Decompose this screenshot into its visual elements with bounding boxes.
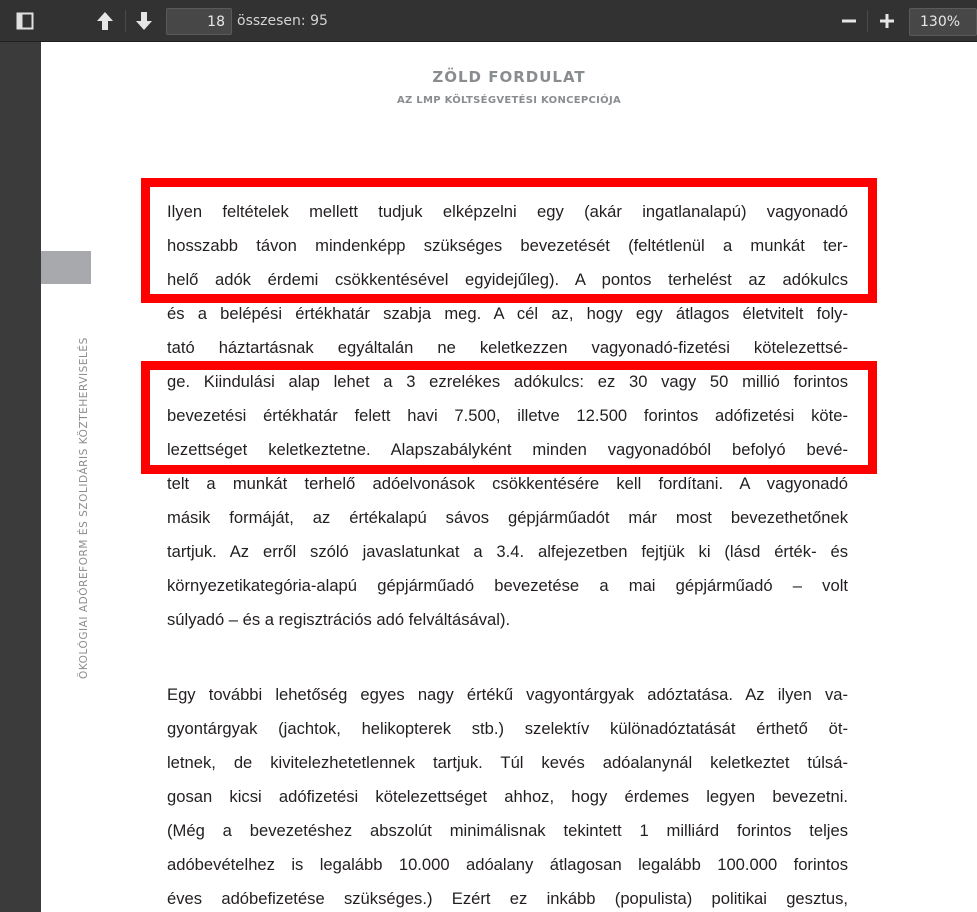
text-line: és a belépési értékhatár szabja meg. A cél az, hogy egy átlagos életvitelt foly- bbox=[167, 304, 848, 323]
zoom-in-button[interactable] bbox=[872, 6, 902, 36]
zoom-level-select[interactable]: 130% bbox=[909, 8, 977, 36]
toolbar-separator bbox=[125, 10, 126, 32]
sidebar-toggle-icon bbox=[16, 12, 34, 30]
arrow-down-icon bbox=[135, 11, 153, 31]
text-line: másik formáját, az értékalapú sávos gépjárműadót már most bevezethetőnek bbox=[167, 508, 848, 527]
arrow-up-icon bbox=[96, 11, 114, 31]
chapter-side-label: ÖKOLÓGIAI ADÓREFORM ÉS SZOLIDÁRIS KÖZTEHERVISELÉS bbox=[78, 337, 90, 679]
pdf-page bbox=[41, 42, 977, 912]
minus-icon bbox=[841, 13, 857, 29]
text-line: gosan kicsi adófizetési kötelezettséget ahhoz, hogy érdemes legyen bevezetni. bbox=[167, 787, 848, 806]
plus-icon bbox=[879, 13, 895, 29]
text-line: adóbevételhez is legalább 10.000 adóalany átlagosan legalább 100.000 forintos bbox=[167, 855, 848, 874]
running-header-subtitle: AZ LMP KÖLTSÉGVETÉSI KONCEPCIÓJA bbox=[396, 95, 622, 106]
zoom-out-button[interactable] bbox=[834, 6, 864, 36]
sidebar-toggle-button[interactable] bbox=[10, 6, 40, 36]
page-number-input[interactable] bbox=[166, 8, 232, 35]
text-line: lezettséget keletkeztetne. Alapszabályként minden vagyonadóból befolyó bevé- bbox=[167, 440, 848, 459]
toolbar-separator bbox=[867, 10, 868, 32]
text-line: telt a munkát terhelő adóelvonások csökkentésére kell fordítani. A vagyonadó bbox=[167, 474, 848, 493]
text-line: gyontárgyak (jachtok, helikopterek stb.) szelektív különadóztatását érthető öt- bbox=[167, 719, 848, 738]
text-line: környezetikategória-alapú gépjárműadó bevezetése a mai gépjárműadó – volt bbox=[167, 576, 848, 595]
chapter-tab-marker bbox=[41, 251, 91, 284]
page-total-label: összesen: 95 bbox=[237, 13, 328, 29]
text-line: súlyadó – és a regisztrációs adó felváltásával). bbox=[167, 610, 511, 629]
text-line: Egy további lehetőség egyes nagy értékű vagyontárgyak adóztatása. Az ilyen va- bbox=[167, 685, 848, 704]
text-line: letnek, de kivitelezhetetlennek tartjuk. Túl kevés adóalanynál keletkeztet túlsá- bbox=[167, 753, 848, 772]
text-line: Ilyen feltételek mellett tudjuk elképzelni egy (akár ingatlanalapú) vagyonadó bbox=[167, 202, 848, 221]
text-line: tartjuk. Az erről szóló javaslatunkat a 3.4. alfejezetben fejtjük ki (lásd érték- és bbox=[167, 542, 848, 561]
text-line: hosszabb távon mindenképp szükséges bevezetését (feltétlenül a munkát ter- bbox=[167, 236, 848, 255]
text-line: helő adók érdemi csökkentésével egyidejűleg). A pontos terhelést az adókulcs bbox=[167, 270, 848, 289]
viewer-background bbox=[0, 42, 41, 912]
text-line: bevezetési értékhatár felett havi 7.500, illetve 12.500 forintos adófizetési köte- bbox=[167, 406, 848, 425]
previous-page-button[interactable] bbox=[90, 6, 120, 36]
text-line: ge. Kiindulási alap lehet a 3 ezrelékes adókulcs: ez 30 vagy 50 millió forintos bbox=[167, 372, 848, 391]
pdf-toolbar bbox=[0, 0, 977, 42]
running-header-title: ZÖLD FORDULAT bbox=[432, 68, 586, 86]
text-line: éves adóbefizetése szükséges.) Ezért ez inkább (populista) politikai gesztus, bbox=[167, 889, 848, 908]
next-page-button[interactable] bbox=[129, 6, 159, 36]
text-line: (Még a bevezetéshez abszolút minimálisnak tekintett 1 milliárd forintos teljes bbox=[167, 821, 848, 840]
text-line: tató háztartásnak egyáltalán ne keletkezzen vagyonadó-fizetési kötelezettsé- bbox=[167, 338, 848, 357]
